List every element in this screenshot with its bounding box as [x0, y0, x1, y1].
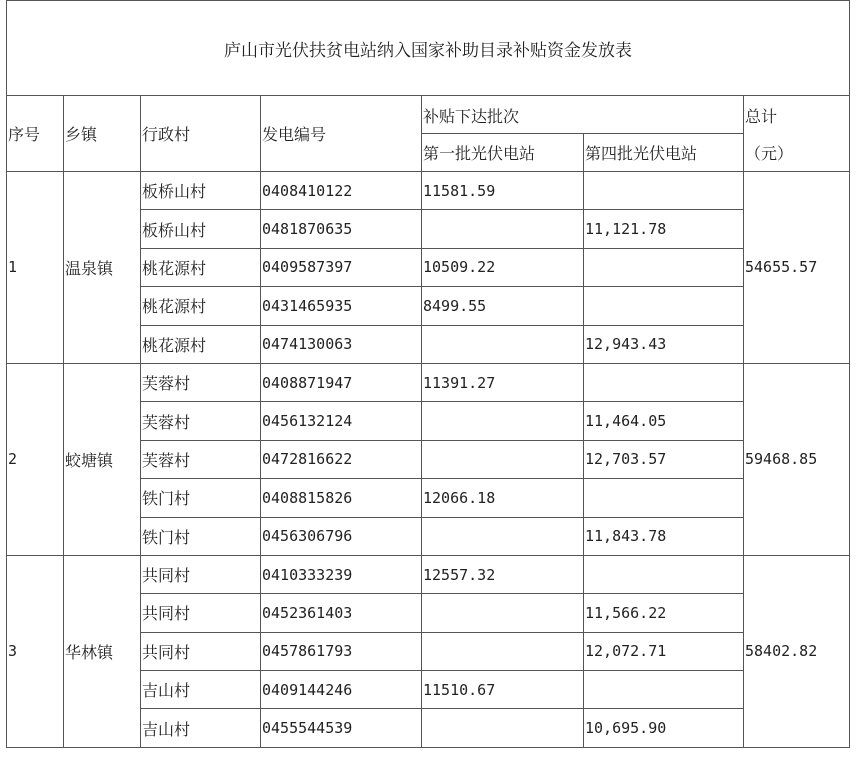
batch4-amount-cell: 11,121.78 [584, 210, 744, 248]
station-code-cell: 0409587397 [261, 248, 422, 286]
batch1-amount-cell [422, 325, 584, 363]
total-cell: 59468.85 [744, 363, 850, 555]
station-code-cell: 0408815826 [261, 479, 422, 517]
batch4-amount-cell [584, 671, 744, 709]
station-code-cell: 0456306796 [261, 517, 422, 555]
seq-cell: 1 [7, 172, 64, 364]
batch1-amount-cell: 11581.59 [422, 172, 584, 210]
station-code-cell: 0456132124 [261, 402, 422, 440]
header-total-line1: 总计 [745, 106, 778, 126]
batch1-amount-cell [422, 517, 584, 555]
batch1-amount-cell [422, 632, 584, 670]
town-cell: 华林镇 [64, 555, 141, 747]
batch4-amount-cell: 12,943.43 [584, 325, 744, 363]
batch4-amount-cell [584, 555, 744, 593]
village-cell: 桃花源村 [141, 248, 261, 286]
total-cell: 54655.57 [744, 172, 850, 364]
station-code-cell: 0408871947 [261, 363, 422, 401]
village-cell: 铁门村 [141, 517, 261, 555]
batch1-amount-cell [422, 594, 584, 632]
station-code-cell: 0452361403 [261, 594, 422, 632]
village-cell: 芙蓉村 [141, 440, 261, 478]
header-seq: 序号 [7, 96, 64, 172]
table-title: 庐山市光伏扶贫电站纳入国家补助目录补贴资金发放表 [7, 1, 850, 96]
header-batch1: 第一批光伏电站 [422, 134, 584, 172]
batch4-amount-cell [584, 287, 744, 325]
batch1-amount-cell: 12066.18 [422, 479, 584, 517]
batch4-amount-cell [584, 479, 744, 517]
header-total-line2: （元） [745, 143, 794, 163]
batch4-amount-cell: 11,566.22 [584, 594, 744, 632]
batch4-amount-cell [584, 248, 744, 286]
batch1-amount-cell [422, 709, 584, 747]
batch1-amount-cell: 10509.22 [422, 248, 584, 286]
batch4-amount-cell: 10,695.90 [584, 709, 744, 747]
village-cell: 共同村 [141, 594, 261, 632]
batch1-amount-cell [422, 440, 584, 478]
town-cell: 温泉镇 [64, 172, 141, 364]
village-cell: 桃花源村 [141, 325, 261, 363]
station-code-cell: 0408410122 [261, 172, 422, 210]
batch1-amount-cell: 11391.27 [422, 363, 584, 401]
batch1-amount-cell [422, 210, 584, 248]
village-cell: 板桥山村 [141, 210, 261, 248]
station-code-cell: 0410333239 [261, 555, 422, 593]
station-code-cell: 0481870635 [261, 210, 422, 248]
village-cell: 桃花源村 [141, 287, 261, 325]
station-code-cell: 0431465935 [261, 287, 422, 325]
header-station-no: 发电编号 [261, 96, 422, 172]
header-village: 行政村 [141, 96, 261, 172]
station-code-cell: 0457861793 [261, 632, 422, 670]
seq-cell: 2 [7, 363, 64, 555]
header-batch4: 第四批光伏电站 [584, 134, 744, 172]
village-cell: 芙蓉村 [141, 363, 261, 401]
header-batch-group: 补贴下达批次 [422, 96, 744, 134]
village-cell: 吉山村 [141, 709, 261, 747]
header-total [744, 96, 850, 172]
batch4-amount-cell: 11,464.05 [584, 402, 744, 440]
batch4-amount-cell [584, 363, 744, 401]
table-row [7, 172, 850, 210]
seq-cell: 3 [7, 555, 64, 747]
batch4-amount-cell: 12,072.71 [584, 632, 744, 670]
batch4-amount-cell [584, 172, 744, 210]
village-cell: 芙蓉村 [141, 402, 261, 440]
village-cell: 共同村 [141, 632, 261, 670]
batch1-amount-cell: 12557.32 [422, 555, 584, 593]
station-code-cell: 0474130063 [261, 325, 422, 363]
station-code-cell: 0472816622 [261, 440, 422, 478]
batch4-amount-cell: 11,843.78 [584, 517, 744, 555]
station-code-cell: 0409144246 [261, 671, 422, 709]
header-town: 乡镇 [64, 96, 141, 172]
batch1-amount-cell [422, 402, 584, 440]
batch1-amount-cell: 8499.55 [422, 287, 584, 325]
table-row [7, 363, 850, 401]
batch1-amount-cell: 11510.67 [422, 671, 584, 709]
total-cell: 58402.82 [744, 555, 850, 747]
town-cell: 蛟塘镇 [64, 363, 141, 555]
station-code-cell: 0455544539 [261, 709, 422, 747]
village-cell: 铁门村 [141, 479, 261, 517]
village-cell: 板桥山村 [141, 172, 261, 210]
village-cell: 吉山村 [141, 671, 261, 709]
table-row [7, 555, 850, 593]
subsidy-table [6, 0, 850, 748]
batch4-amount-cell: 12,703.57 [584, 440, 744, 478]
village-cell: 共同村 [141, 555, 261, 593]
